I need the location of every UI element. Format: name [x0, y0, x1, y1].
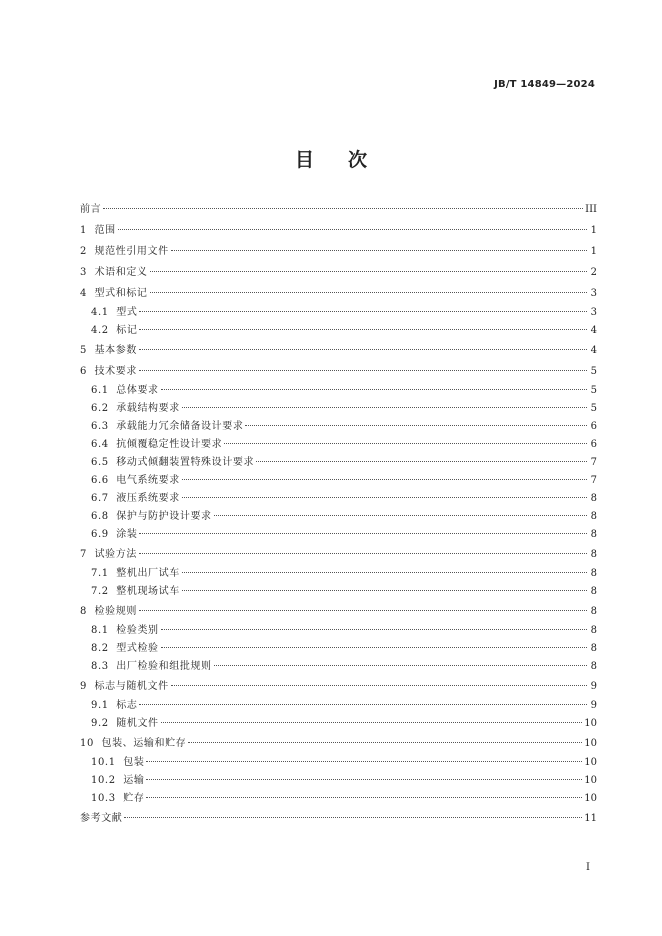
- toc-entry-page: 8: [590, 529, 597, 540]
- toc-leader-dots: [245, 425, 587, 426]
- toc-entry[interactable]: [80, 400, 597, 418]
- toc-leader-dots: [161, 389, 587, 390]
- toc-entry[interactable]: [80, 526, 597, 544]
- toc-entry-label: 前言: [80, 204, 102, 215]
- toc-entry-label: 10.1 包装: [91, 757, 145, 768]
- toc-entry[interactable]: [80, 220, 597, 241]
- toc-leader-dots: [139, 349, 587, 350]
- toc-leader-dots: [182, 479, 587, 480]
- toc-entry-page: 11: [584, 813, 597, 824]
- toc-entry-label: 6.8 保护与防护设计要求: [91, 511, 212, 522]
- toc-entry-page: 8: [590, 606, 597, 617]
- toc-entry-label: 6.9 涂装: [91, 529, 138, 540]
- toc-entry-page: 8: [590, 493, 597, 504]
- toc-entry-label: 7.1 整机出厂试车: [91, 568, 180, 579]
- toc-entry-page: III: [585, 204, 597, 215]
- toc-entry-label: 2 规范性引用文件: [80, 246, 169, 257]
- toc-leader-dots: [139, 311, 587, 312]
- toc-entry[interactable]: [80, 754, 597, 772]
- toc-entry[interactable]: [80, 454, 597, 472]
- toc-leader-dots: [188, 742, 582, 743]
- toc-leader-dots: [161, 647, 587, 648]
- toc-entry-label: 10.2 运输: [91, 775, 145, 786]
- toc-entry[interactable]: [80, 808, 597, 829]
- toc-entry[interactable]: [80, 472, 597, 490]
- toc-entry[interactable]: [80, 658, 597, 676]
- toc-entry-label: 6.4 抗倾覆稳定性设计要求: [91, 439, 223, 450]
- toc-leader-dots: [171, 250, 587, 251]
- toc-leader-dots: [139, 610, 587, 611]
- toc-entry-label: 3 术语和定义: [80, 267, 148, 278]
- toc-entry-label: 1 范围: [80, 225, 116, 236]
- toc-leader-dots: [118, 229, 587, 230]
- table-of-contents: [80, 199, 597, 829]
- toc-entry-label: 5 基本参数: [80, 345, 137, 356]
- toc-entry-page: 6: [590, 421, 597, 432]
- toc-entry[interactable]: [80, 508, 597, 526]
- toc-entry-page: 9: [590, 700, 597, 711]
- toc-leader-dots: [139, 370, 587, 371]
- toc-entry[interactable]: [80, 733, 597, 754]
- toc-entry[interactable]: [80, 715, 597, 733]
- toc-entry-page: 8: [590, 625, 597, 636]
- toc-leader-dots: [214, 665, 587, 666]
- toc-entry-page: 7: [590, 457, 597, 468]
- toc-entry-page: 8: [590, 586, 597, 597]
- toc-entry[interactable]: [80, 361, 597, 382]
- toc-entry-page: 7: [590, 475, 597, 486]
- toc-leader-dots: [182, 572, 587, 573]
- toc-leader-dots: [161, 629, 587, 630]
- toc-entry[interactable]: [80, 490, 597, 508]
- toc-leader-dots: [182, 497, 587, 498]
- toc-entry-label: 4 型式和标记: [80, 288, 148, 299]
- toc-leader-dots: [224, 443, 587, 444]
- toc-entry-page: 10: [584, 793, 597, 804]
- toc-entry-label: 6.5 移动式倾翻装置特殊设计要求: [91, 457, 255, 468]
- toc-leader-dots: [150, 271, 587, 272]
- toc-entry[interactable]: [80, 565, 597, 583]
- toc-entry-page: 4: [590, 325, 597, 336]
- toc-entry[interactable]: [80, 640, 597, 658]
- toc-entry-page: 1: [590, 246, 597, 257]
- toc-entry-page: 9: [590, 681, 597, 692]
- toc-entry-label: 6.1 总体要求: [91, 385, 159, 396]
- toc-entry-label: 8.1 检验类别: [91, 625, 159, 636]
- toc-entry[interactable]: [80, 382, 597, 400]
- toc-entry-page: 8: [590, 568, 597, 579]
- toc-entry-page: 10: [584, 718, 597, 729]
- standard-number: JB/T 14849—2024: [494, 79, 595, 90]
- toc-leader-dots: [139, 533, 587, 534]
- toc-entry-page: 2: [590, 267, 597, 278]
- toc-entry-page: 10: [584, 757, 597, 768]
- toc-leader-dots: [139, 704, 587, 705]
- toc-entry-page: 8: [590, 661, 597, 672]
- toc-entry-page: 8: [590, 643, 597, 654]
- toc-entry-label: 6.2 承载结构要求: [91, 403, 180, 414]
- toc-entry[interactable]: [80, 322, 597, 340]
- toc-entry[interactable]: [80, 622, 597, 640]
- toc-leader-dots: [103, 208, 583, 209]
- toc-entry-label: 6.7 液压系统要求: [91, 493, 180, 504]
- toc-entry-page: 5: [590, 385, 597, 396]
- toc-leader-dots: [182, 590, 587, 591]
- toc-leader-dots: [256, 461, 587, 462]
- toc-entry-page: 5: [590, 366, 597, 377]
- toc-entry-page: 6: [590, 439, 597, 450]
- toc-entry[interactable]: [80, 544, 597, 565]
- toc-leader-dots: [139, 329, 587, 330]
- toc-entry[interactable]: [80, 340, 597, 361]
- toc-entry[interactable]: [80, 241, 597, 262]
- toc-entry-label: 8.2 型式检验: [91, 643, 159, 654]
- toc-entry-label: 4.1 型式: [91, 307, 138, 318]
- toc-entry-label: 9.2 随机文件: [91, 718, 159, 729]
- toc-entry-page: 1: [590, 225, 597, 236]
- toc-entry-page: 3: [590, 288, 597, 299]
- toc-entry[interactable]: [80, 436, 597, 454]
- toc-entry-label: 7 试验方法: [80, 549, 137, 560]
- toc-entry-page: 3: [590, 307, 597, 318]
- toc-entry-page: 8: [590, 549, 597, 560]
- toc-entry-label: 6.3 承载能力冗余储备设计要求: [91, 421, 244, 432]
- toc-entry[interactable]: [80, 418, 597, 436]
- toc-entry-page: 8: [590, 511, 597, 522]
- toc-entry[interactable]: [80, 283, 597, 304]
- toc-entry-label: 9.1 标志: [91, 700, 138, 711]
- toc-entry-label: 9 标志与随机文件: [80, 681, 169, 692]
- toc-entry-label: 6 技术要求: [80, 366, 137, 377]
- toc-leader-dots: [214, 515, 587, 516]
- toc-entry-label: 4.2 标记: [91, 325, 138, 336]
- toc-entry-page: 10: [584, 738, 597, 749]
- toc-leader-dots: [182, 407, 587, 408]
- toc-entry[interactable]: [80, 262, 597, 283]
- toc-entry-label: 8 检验规则: [80, 606, 137, 617]
- toc-entry[interactable]: [80, 772, 597, 790]
- toc-leader-dots: [146, 761, 582, 762]
- toc-entry-label: 参考文献: [80, 813, 123, 824]
- toc-entry-page: 5: [590, 403, 597, 414]
- toc-entry[interactable]: [80, 304, 597, 322]
- page-number: I: [586, 862, 590, 873]
- toc-entry[interactable]: [80, 199, 597, 220]
- page-title: 目次: [294, 149, 401, 171]
- toc-entry-page: 10: [584, 775, 597, 786]
- toc-entry-label: 10 包装、运输和贮存: [80, 738, 187, 749]
- toc-entry[interactable]: [80, 601, 597, 622]
- toc-leader-dots: [161, 722, 583, 723]
- toc-entry[interactable]: [80, 583, 597, 601]
- toc-entry-label: 7.2 整机现场试车: [91, 586, 180, 597]
- toc-leader-dots: [146, 779, 582, 780]
- toc-entry-label: 10.3 贮存: [91, 793, 145, 804]
- toc-leader-dots: [146, 797, 582, 798]
- toc-leader-dots: [171, 685, 587, 686]
- toc-leader-dots: [139, 553, 587, 554]
- toc-entry-label: 8.3 出厂检验和组批规则: [91, 661, 212, 672]
- toc-entry[interactable]: [80, 790, 597, 808]
- toc-entry-page: 4: [590, 345, 597, 356]
- toc-leader-dots: [124, 817, 582, 818]
- toc-leader-dots: [150, 292, 587, 293]
- toc-entry-label: 6.6 电气系统要求: [91, 475, 180, 486]
- toc-entry[interactable]: [80, 676, 597, 697]
- toc-entry[interactable]: [80, 697, 597, 715]
